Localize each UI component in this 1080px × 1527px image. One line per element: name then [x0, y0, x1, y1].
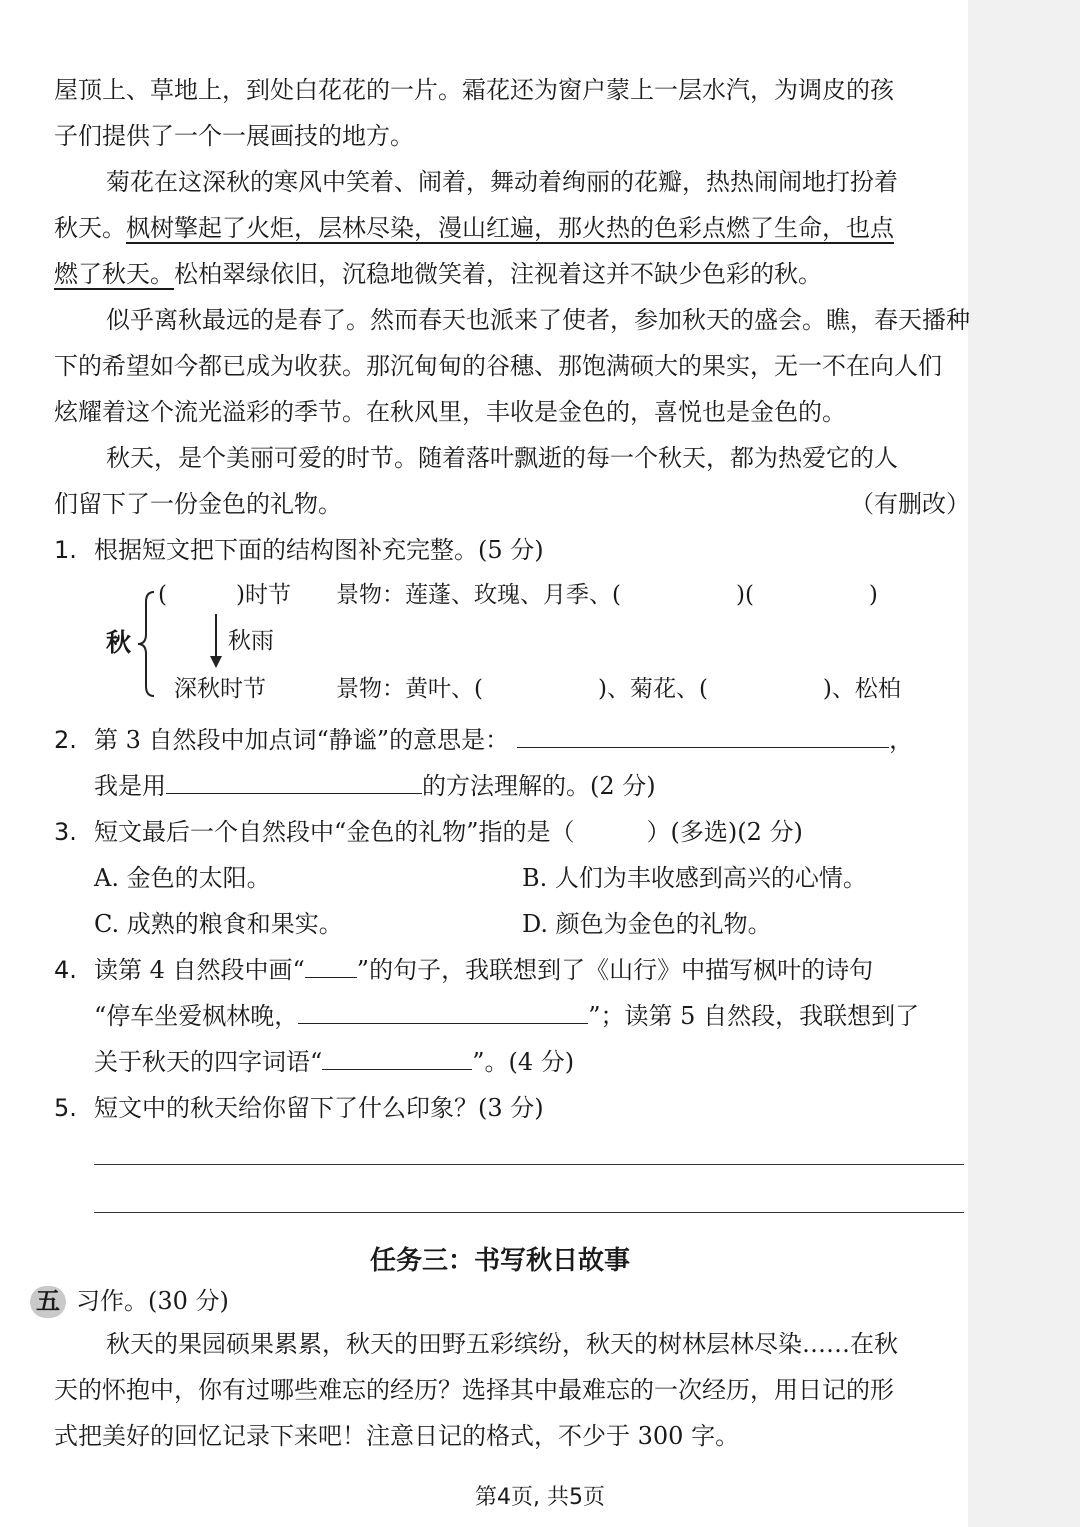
option-c[interactable]: C. 成熟的粮食和果实。 [94, 910, 343, 938]
section-title: 任务三：书写秋日故事 [369, 1246, 630, 1276]
passage-text: 秋天。 [54, 214, 126, 242]
diagram-scenery-bottom[interactable]: 景物：黄叶、( )、菊花、( )、松柏 [336, 676, 901, 702]
diagram-late-autumn: 深秋时节 [174, 676, 266, 702]
option-b[interactable]: B. 人们为丰收感到高兴的心情。 [522, 864, 867, 892]
answer-blank[interactable] [322, 1043, 472, 1070]
question-text: 我是用 [94, 772, 166, 800]
question-number: 1. [54, 536, 77, 564]
down-arrow-icon [208, 612, 224, 670]
question-number: 5. [54, 1094, 77, 1122]
passage-line: 炫耀着这个流光溢彩的季节。在秋风里，丰收是金色的，喜悦也是金色的。 [54, 398, 846, 426]
writing-prompt-line: 天的怀抱中，你有过哪些难忘的经历？选择其中最难忘的一次经历，用日记的形 [54, 1376, 894, 1404]
passage-text: 松柏翠绿依旧，沉稳地微笑着，注视着这并不缺少色彩的秋。 [174, 260, 822, 288]
passage-line: 们留下了一份金色的礼物。 [54, 490, 342, 518]
question-text: 根据短文把下面的结构图补充完整。(5 分) [94, 536, 544, 564]
answer-line[interactable] [94, 1212, 964, 1213]
passage-line [54, 206, 966, 250]
passage-line: 秋天，是个美丽可爱的时节。随着落叶飘逝的每一个秋天，都为热爱它的人 [106, 444, 898, 472]
question-4-line2 [94, 994, 919, 1038]
option-a[interactable]: A. 金色的太阳。 [94, 864, 271, 892]
passage-line [54, 252, 966, 296]
page-edge-shadow [968, 0, 1080, 1527]
answer-line[interactable] [94, 1164, 964, 1165]
question-text: 短文中的秋天给你留下了什么印象？(3 分) [94, 1094, 544, 1122]
underlined-sentence: 枫树擎起了火炬，层林尽染，漫山红遍，那火热的色彩点燃了生命，也点 [126, 214, 894, 242]
question-text: ”的句子，我联想到了《山行》中描写枫叶的诗句 [356, 956, 874, 984]
passage-line: 屋顶上、草地上，到处白花花的一片。霜花还为窗户蒙上一层水汽，为调皮的孩 [54, 76, 894, 104]
question-2 [54, 718, 913, 762]
question-text: 关于秋天的四字词语“ [94, 1048, 323, 1076]
diagram-season-blank[interactable]: ( )时节 [158, 582, 291, 608]
question-4-line3 [94, 1040, 574, 1084]
underlined-sentence-end: 燃了秋天。 [54, 260, 174, 288]
diagram-arrow-label: 秋雨 [228, 628, 274, 654]
question-text: 第 3 自然段中加点词“静谧”的意思是： [94, 726, 510, 754]
question-1 [54, 528, 544, 572]
question-number: 2. [54, 726, 77, 754]
diagram-scenery-top[interactable]: 景物：莲蓬、玫瑰、月季、( )( ) [336, 582, 878, 608]
question-5 [54, 1086, 544, 1130]
source-note: （有删改） [850, 490, 970, 518]
passage-line: 下的希望如今都已成为收获。那沉甸甸的谷穗、那饱满硕大的果实，无一不在向人们 [54, 352, 942, 380]
option-d[interactable]: D. 颜色为金色的礼物。 [522, 910, 772, 938]
question-text: “停车坐爱枫林晚， [94, 1002, 299, 1030]
answer-blank[interactable] [517, 721, 889, 748]
part-number-badge: 五 [30, 1286, 66, 1318]
question-3 [54, 810, 803, 854]
question-4 [54, 948, 873, 992]
answer-blank[interactable] [166, 767, 422, 794]
part-5-heading [30, 1286, 229, 1318]
writing-prompt-line: 秋天的果园硕果累累，秋天的田野五彩缤纷，秋天的树林层林尽染……在秋 [106, 1330, 898, 1358]
passage-line: 似乎离秋最远的是春了。然而春天也派来了使者，参加秋天的盛会。瞧，春天播种 [106, 306, 970, 334]
passage-line: 菊花在这深秋的寒风中笑着、闹着，舞动着绚丽的花瓣，热热闹闹地打扮着 [106, 168, 898, 196]
question-number: 3. [54, 818, 77, 846]
question-text: ， [889, 726, 914, 754]
question-text: 的方法理解的。(2 分) [422, 772, 656, 800]
question-text: ”；读第 5 自然段，我联想到了 [588, 1002, 920, 1030]
page-footer: 第4页, 共5页 [475, 1485, 605, 1510]
question-number: 4. [54, 956, 77, 984]
question-text: 短文最后一个自然段中“金色的礼物”指的是（ ）(多选)(2 分) [94, 818, 803, 846]
answer-blank[interactable] [305, 951, 357, 978]
writing-prompt-line: 式把美好的回忆记录下来吧！注意日记的格式，不少于 300 字。 [54, 1422, 740, 1450]
question-text: ”。(4 分) [472, 1048, 575, 1076]
answer-blank[interactable] [298, 997, 588, 1024]
question-2-line2 [94, 764, 656, 808]
part-title: 习作。(30 分) [76, 1287, 229, 1315]
passage-line: 子们提供了一个一展画技的地方。 [54, 122, 414, 150]
question-text: 读第 4 自然段中画“ [94, 956, 305, 984]
diagram-root: 秋 [106, 628, 132, 657]
